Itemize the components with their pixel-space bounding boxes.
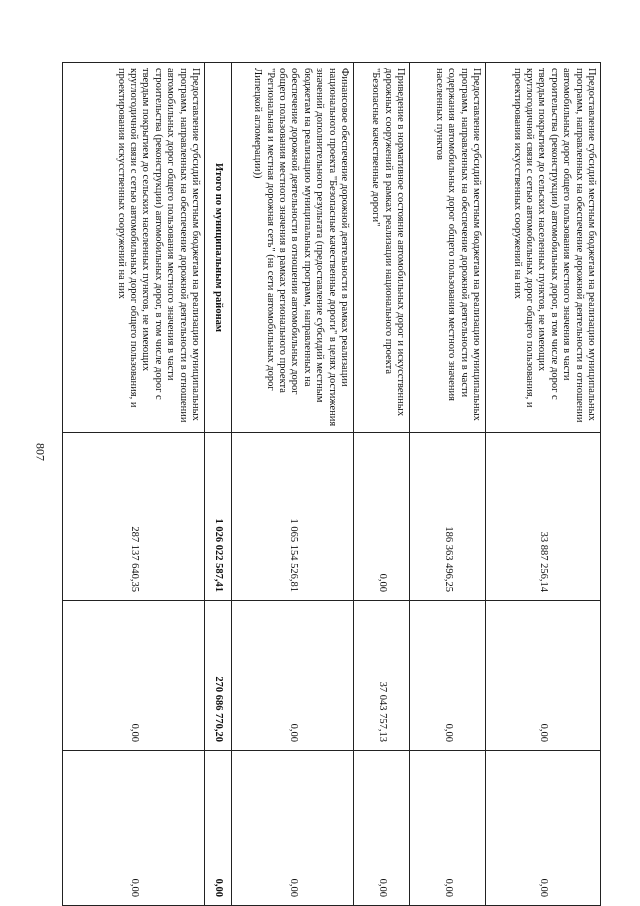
amount-col-1: 1 026 022 587,41 [205,433,232,601]
amount-col-3: 0,00 [354,751,410,906]
amount-col-1: 186 363 496,25 [410,433,486,601]
amount-col-1: 0,00 [354,433,410,601]
amount-col-3: 0,00 [205,751,232,906]
table-total-row [205,63,232,906]
amount-col-3: 0,00 [410,751,486,906]
table-row [486,63,601,906]
amount-col-2: 37 043 757,13 [354,601,410,751]
table-row [354,63,410,906]
amount-col-3: 0,00 [63,751,205,906]
row-description: Итого по муниципальным районам [205,63,232,433]
amount-col-2: 0,00 [486,601,601,751]
table-body [63,63,601,906]
row-description: Предоставление субсидий местным бюджетам на реализацию муниципальных программ, направленных на обеспечение дорожной деятельности в части содержания автомобильных дорог общего пользования местного значения населенных пунктов [410,63,486,433]
amount-col-3: 0,00 [232,751,354,906]
amount-col-2: 0,00 [410,601,486,751]
table-row [410,63,486,906]
amount-col-2: 270 686 770,20 [205,601,232,751]
amount-col-1: 33 887 256,14 [486,433,601,601]
amount-col-3: 0,00 [486,751,601,906]
row-description: Финансовое обеспечение дорожной деятельности в рамках реализации национального проекта "Безопасные качественные дороги" в целях достижения значений дополнительного результата (предоставление субсидий местным бюджетам на реализацию муниципальных программ, направленных на обеспечение дорожной деятельности в отношении автомобильных дорог общего пользования местного значения в рамках регионального проекта "Региональная и местная дорожная сеть" (на сети автомобильных дорог Липецкой агломерации)) [232,63,354,433]
table-row [232,63,354,906]
amount-col-1: 1 065 154 526,81 [232,433,354,601]
amount-col-2: 0,00 [232,601,354,751]
amount-col-2: 0,00 [63,601,205,751]
table-row [63,63,205,906]
amount-col-1: 287 137 640,35 [63,433,205,601]
row-description: Предоставление субсидий местным бюджетам на реализацию муниципальных программ, направленных на обеспечение дорожной деятельности в отношении автомобильных дорог общего пользования местного значения в части строительства (реконструкции) автомобильных дорог, в том числе дорог с твердым покрытием до сельских населенных пунктов, не имеющих круглогодичной связи с сетью автомобильных дорог общего пользования, и проектирования искусственных сооружений на них [63,63,205,433]
rotated-table-wrapper [63,62,601,905]
subsidy-table [62,62,601,906]
page-number: 807 [33,443,48,461]
row-description: Предоставление субсидий местным бюджетам на реализацию муниципальных программ, направленных на обеспечение дорожной деятельности в отношении автомобильных дорог общего пользования местного значения в части строительства (реконструкции) автомобильных дорог, в том числе дорог с твердым покрытием до сельских населенных пунктов, не имеющих круглогодичной связи с сетью автомобильных дорог общего пользования, и проектирования искусственных сооружений на них [486,63,601,433]
row-description: Приведение в нормативное состояние автомобильных дорог и искусственных дорожных сооружений в рамках реализации национального проекта "Безопасные качественные дороги" [354,63,410,433]
